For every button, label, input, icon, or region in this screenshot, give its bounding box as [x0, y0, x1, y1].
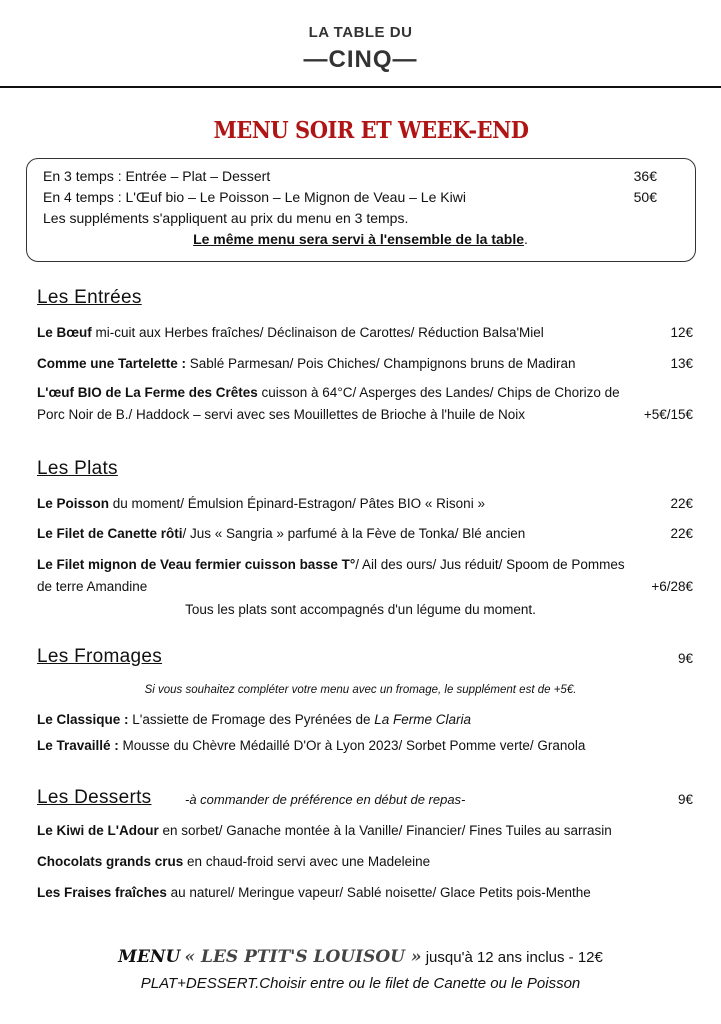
item-desc: en sorbet/ Ganache montée à la Vanille/ Financier/ Fines Tuiles au sarrasin — [158, 823, 612, 838]
item-desc: / Ail des ours/ Jus réduit/ Spoom de Pommes — [355, 557, 625, 572]
supplement-note: Les suppléments s'appliquent au prix du menu en 3 temps. — [43, 210, 409, 226]
desserts-price: 9€ — [677, 792, 693, 807]
menu-item — [37, 325, 693, 340]
item-desc: mi-cuit aux Herbes fraîches/ Déclinaison de Carottes/ Réduction Balsa'Miel — [91, 325, 544, 340]
formula-price: 36€ — [633, 168, 657, 184]
item-name: L'œuf BIO de La Ferme des Crêtes — [37, 385, 258, 400]
menu-item — [37, 712, 693, 727]
item-price: +6/28€ — [651, 579, 693, 594]
table-note — [0, 231, 721, 247]
table-note-text: Le même menu sera servi à l'ensemble de la table — [193, 231, 525, 247]
item-name: Comme une Tartelette : — [37, 356, 187, 371]
item-desc: cuisson à 64°C/ Asperges des Landes/ Chips de Chorizo de — [257, 385, 620, 400]
kids-menu — [0, 947, 721, 967]
section-heading-fromages: Les Fromages — [37, 646, 163, 667]
item-name: Le Poisson — [37, 496, 110, 511]
table-note-end: . — [524, 231, 528, 247]
item-price: 22€ — [670, 526, 693, 541]
fromages-note: Si vous souhaitez compléter votre menu avec un fromage, le supplément est de +5€. — [144, 684, 577, 696]
formula-4-temps — [43, 189, 657, 205]
menu-item-cont — [37, 579, 693, 594]
item-name: Le Travaillé : — [37, 738, 119, 753]
section-heading-plats: Les Plats — [37, 458, 118, 479]
menu-item — [37, 854, 693, 869]
item-price: 12€ — [670, 325, 693, 340]
item-name: Le Classique : — [37, 712, 129, 727]
item-desc: au naturel/ Meringue vapeur/ Sablé noisette/ Glace Petits pois-Menthe — [166, 885, 591, 900]
kids-menu-details-2: PLAT+DESSERT.Choisir entre ou le filet de Canette ou le Poisson — [140, 975, 581, 992]
item-desc: Mousse du Chèvre Médaillé D'Or à Lyon 2023/ Sorbet Pomme verte/ Granola — [118, 738, 586, 753]
item-name: Les Fraises fraîches — [37, 885, 167, 900]
header-divider — [0, 86, 721, 88]
plats-note: Tous les plats sont accompagnés d'un légume du moment. — [185, 602, 536, 617]
formula-label: En 4 temps : L'Œuf bio – Le Poisson – Le Mignon de Veau – Le Kiwi — [43, 189, 466, 205]
item-name: Le Kiwi de L'Adour — [37, 823, 159, 838]
item-name: Le Filet mignon de Veau fermier cuisson basse T° — [37, 557, 356, 572]
menu-item — [37, 385, 693, 400]
menu-item — [37, 738, 693, 753]
item-desc: Sablé Parmesan/ Pois Chiches/ Champignons bruns de Madiran — [186, 356, 576, 371]
item-desc: de terre Amandine — [37, 579, 148, 594]
item-farm: La Ferme Claria — [374, 712, 472, 727]
item-name: Chocolats grands crus — [37, 854, 184, 869]
section-heading-desserts: Les Desserts — [37, 787, 152, 808]
formula-label: En 3 temps : Entrée – Plat – Dessert — [43, 168, 271, 184]
section-heading-entrees: Les Entrées — [37, 287, 142, 308]
menu-item — [37, 823, 693, 838]
menu-item — [37, 356, 693, 371]
item-name: Le Filet de Canette rôti — [37, 526, 183, 541]
item-desc: du moment/ Émulsion Épinard-Estragon/ Pâtes BIO « Risoni » — [109, 496, 485, 511]
menu-title: MENU SOIR ET WEEK-END — [213, 115, 529, 144]
item-price: +5€/15€ — [643, 407, 693, 422]
item-price: 22€ — [670, 496, 693, 511]
item-desc: L'assiette de Fromage des Pyrénées de — [128, 712, 375, 727]
logo-line2: —CINQ— — [303, 46, 418, 73]
kids-menu-label: MENU — [118, 947, 181, 967]
menu-item — [37, 557, 693, 572]
item-desc: Porc Noir de B./ Haddock – servi avec ses Mouillettes de Brioche à l'huile de Noix — [37, 407, 526, 422]
fromages-price: 9€ — [677, 651, 693, 666]
item-desc: en chaud-froid servi avec une Madeleine — [183, 854, 431, 869]
menu-item — [37, 885, 693, 900]
desserts-subtitle: -à commander de préférence en début de repas- — [185, 792, 466, 807]
kids-menu-details: jusqu'à 12 ans inclus - 12€ — [421, 949, 603, 966]
formula-3-temps — [43, 168, 657, 184]
logo-line1: LA TABLE DU — [308, 24, 413, 41]
item-name: Le Bœuf — [37, 325, 92, 340]
item-price: 13€ — [670, 356, 693, 371]
formula-price: 50€ — [633, 189, 657, 205]
menu-item — [37, 526, 693, 541]
menu-item — [37, 496, 693, 511]
kids-menu-name: « LES PTIT'S LOUISOU » — [184, 947, 422, 967]
menu-item-cont — [37, 407, 693, 422]
item-desc: / Jus « Sangria » parfumé à la Fève de Tonka/ Blé ancien — [182, 526, 526, 541]
